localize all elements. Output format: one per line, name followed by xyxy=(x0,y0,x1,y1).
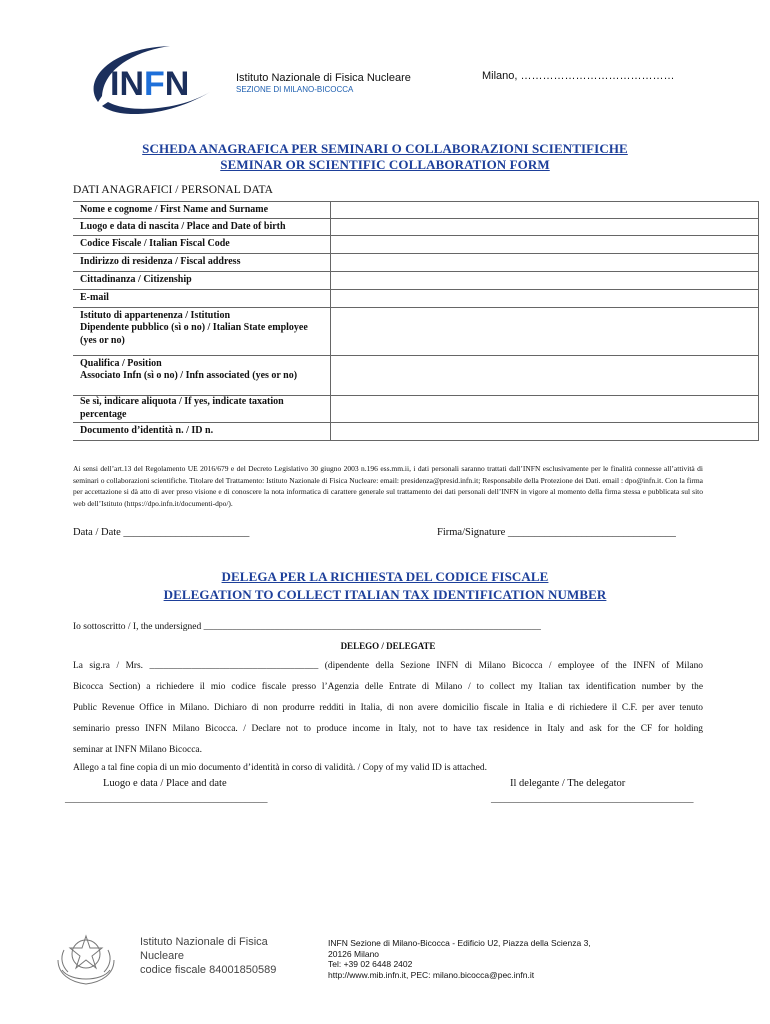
institution-field[interactable] xyxy=(330,308,759,322)
privacy-notice: Ai sensi dell’art.13 del Regolamento UE 2016/679 e del Decreto Legislativo 30 giugno 2003 n.196 ess.mm.ii, i dati personali saranno trattati dall’INFN esclusivamente per le finalità connesse all’attività di seminari o collaborazioni scientifiche. Titolare del Trattamento: Istituto Nazionale di Fisica Nucleare: email: presidenza@presid.infn.it; Responsabile della Protezione dei Dati. email : dpo@infn.it. Con la firma per accettazione si dà atto di aver preso visione e di conoscere la nota informatica di carattere generale sul trattamento dei dati personali dell’INFN in vigore al momento della firma stessa e pubblicata sul sito web dell’Istituto (https://dpo.infn.it/documenti-dpo/). xyxy=(73,464,703,508)
delegation-line-4: seminario presso INFN Milano Bicocca. / Declare not to produce income in Italy, not to have tax residence in Italy and ask for the CF for holding xyxy=(73,724,703,734)
logo-text: INFN xyxy=(110,65,190,103)
infn-associated-field[interactable] xyxy=(330,370,759,395)
section-name: SEZIONE DI MILANO-BICOCCA xyxy=(236,85,354,94)
personal-data-table xyxy=(73,201,759,441)
row-name xyxy=(73,201,759,219)
row-label: Cittadinanza / Citizenship xyxy=(80,274,192,285)
delego-heading: DELEGO / DELEGATE xyxy=(340,641,436,651)
place-date-field[interactable]: _____________________________________________ xyxy=(65,794,268,804)
delegation-line-2: Bicocca Section) a richiedere il mio codice fiscale presso l’Agenzia delle Entrate di Milano / to collect my Italian tax identification number by the xyxy=(73,682,703,692)
footer-web-pec[interactable]: http://www.mib.infn.it, PEC: milano.bicocca@pec.infn.it xyxy=(328,969,535,980)
row-fiscal-code xyxy=(73,236,759,254)
row-label: Istituto di appartenenza / Istitution xyxy=(80,310,231,321)
row-label: Dipendente pubblico (sì o no) / Italian State employee (yes or no) xyxy=(80,322,308,346)
footer-address-line2: 20126 Milano xyxy=(328,948,380,959)
footer-address xyxy=(328,938,591,980)
form-title-en: SEMINAR OR SCIENTIFIC COLLABORATION FORM xyxy=(220,157,550,172)
row-label: Indirizzo di residenza / Fiscal address xyxy=(80,256,241,267)
delegator-signature-field[interactable]: _____________________________________________ xyxy=(491,794,694,804)
delegation-title-en: DELEGATION TO COLLECT ITALIAN TAX IDENTIFICATION NUMBER xyxy=(163,587,607,602)
row-label: Associato Infn (sì o no) / Infn associated (yes or no) xyxy=(80,370,298,381)
date-field[interactable]: Data / Date ________________________ xyxy=(73,527,250,538)
footer-institute-line1: Istituto Nazionale di Fisica xyxy=(140,936,268,948)
row-label: Documento d’identità n. / ID n. xyxy=(80,425,214,436)
row-position xyxy=(73,356,759,370)
milano-date-field[interactable]: Milano, …………………………………… xyxy=(482,70,675,82)
row-institution xyxy=(73,308,759,322)
row-id-document xyxy=(73,423,759,441)
row-citizenship xyxy=(73,272,759,290)
row-label: Luogo e data di nascita / Place and Date of birth xyxy=(80,221,286,232)
fiscal-code-field[interactable] xyxy=(330,236,759,253)
row-label: Se sì, indicare aliquota / If yes, indicate taxation percentage xyxy=(80,396,284,420)
row-birth xyxy=(73,219,759,236)
row-infn-associated xyxy=(73,370,759,396)
footer-address-line1: INFN Sezione di Milano-Bicocca - Edificio U2, Piazza della Scienza 3, xyxy=(328,938,591,948)
delegator-label: Il delegante / The delegator xyxy=(510,778,626,789)
row-label: Qualifica / Position xyxy=(80,358,162,369)
row-public-employee xyxy=(73,322,759,356)
delegation-title-it: DELEGA PER LA RICHIESTA DEL CODICE FISCALE xyxy=(221,569,549,584)
citizenship-field[interactable] xyxy=(330,272,759,289)
footer-phone: Tel: +39 02 6448 2402 xyxy=(328,959,413,969)
footer-tax-code: codice fiscale 84001850589 xyxy=(140,964,277,976)
row-label: E-mail xyxy=(80,292,109,303)
footer-institute-line2: Nucleare xyxy=(140,950,185,962)
address-field[interactable] xyxy=(330,254,759,271)
email-field[interactable] xyxy=(330,290,759,307)
infn-logo xyxy=(80,40,220,120)
undersigned-field[interactable]: Io sottoscritto / I, the undersigned _______________________________________________________________________ xyxy=(73,622,541,632)
attach-note: Allego a tal fine copia di un mio documento d’identità in corso di validità. / Copy of my valid ID is attached. xyxy=(73,763,487,773)
row-label: Nome e cognome / First Name and Surname xyxy=(80,204,269,215)
signature-field[interactable]: Firma/Signature ________________________________ xyxy=(437,527,676,538)
institute-name: Istituto Nazionale di Fisica Nucleare xyxy=(236,72,411,84)
delegation-line-3: Public Revenue Office in Milano. Dichiaro di non produrre redditi in Italia, di non avere domicilio fiscale in Italia e di richiedere il C.F. per aver tenuto xyxy=(73,703,703,713)
taxation-field[interactable] xyxy=(330,396,759,422)
position-field[interactable] xyxy=(330,356,759,370)
footer-institute xyxy=(140,935,276,977)
personal-data-heading: DATI ANAGRAFICI / PERSONAL DATA xyxy=(73,184,273,196)
id-document-field[interactable] xyxy=(330,423,759,440)
row-email xyxy=(73,290,759,308)
row-label: Codice Fiscale / Italian Fiscal Code xyxy=(80,238,230,249)
republic-emblem-icon xyxy=(50,930,122,986)
delegation-line-5: seminar at INFN Milano Bicocca. xyxy=(73,745,203,755)
row-taxation xyxy=(73,396,759,423)
public-employee-field[interactable] xyxy=(330,322,759,355)
form-title-it: SCHEDA ANAGRAFICA PER SEMINARI O COLLABORAZIONI SCIENTIFICHE xyxy=(142,141,628,156)
delegation-line-1: La sig.ra / Mrs. ____________________________________ (dipendente della Sezione INFN di Milano Bicocca / employee of the INFN of Milano xyxy=(73,661,703,671)
row-address xyxy=(73,254,759,272)
place-date-label: Luogo e data / Place and date xyxy=(103,778,227,789)
name-field[interactable] xyxy=(330,202,759,218)
birth-field[interactable] xyxy=(330,219,759,235)
